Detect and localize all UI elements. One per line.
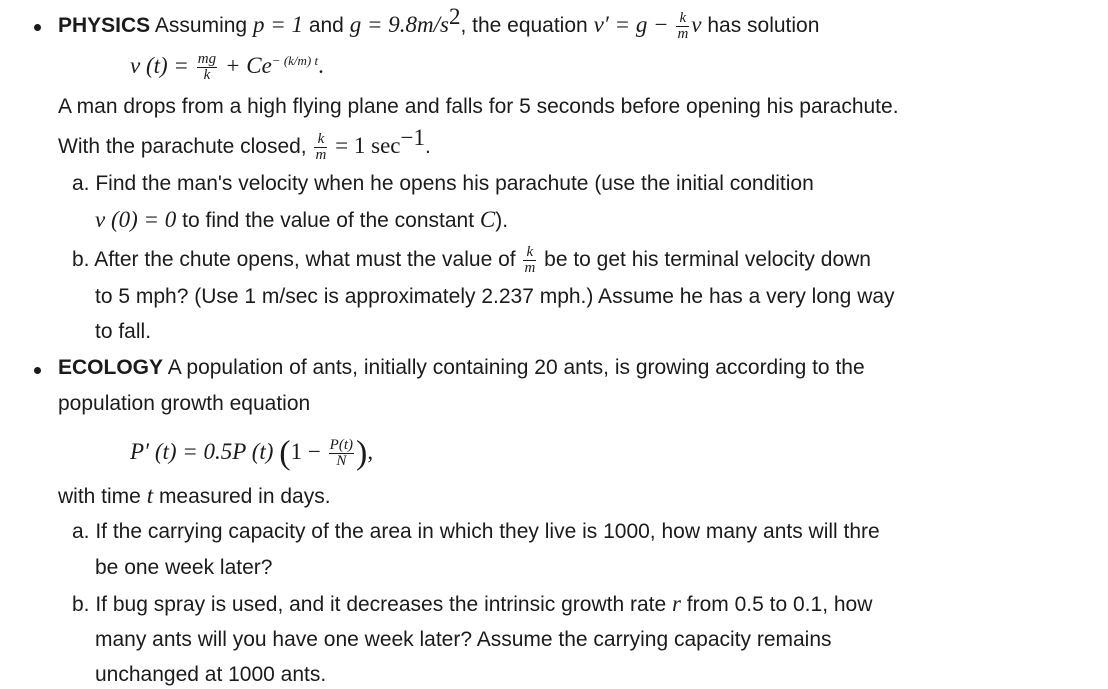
ecology-part-b-3: unchanged at 1000 ants. bbox=[95, 663, 327, 686]
math-p: p = 1 bbox=[252, 12, 303, 38]
text: , bbox=[367, 439, 374, 465]
fraction-k-over-m bbox=[523, 245, 536, 276]
fraction-k-over-m bbox=[676, 11, 689, 42]
ecology-line-1 bbox=[58, 354, 865, 382]
physics-part-b-3: to fall. bbox=[95, 320, 152, 343]
text: has solution bbox=[707, 14, 820, 38]
frac-num: mg bbox=[197, 51, 217, 67]
physics-line-1 bbox=[58, 4, 820, 42]
ecology-part-a-2: be one week later? bbox=[95, 556, 273, 579]
math-exponent: − (k/m) t bbox=[271, 53, 319, 69]
physics-solution bbox=[130, 52, 324, 83]
ecology-heading: ECOLOGY bbox=[58, 356, 164, 379]
frac-num: k bbox=[523, 245, 536, 261]
exp: −1 bbox=[400, 125, 425, 151]
math-ce: + Ce bbox=[224, 53, 272, 79]
text: . bbox=[318, 53, 324, 79]
ecology-line-2: population growth equation bbox=[58, 392, 311, 415]
text: b. After the chute opens, what must the value of bbox=[72, 248, 516, 272]
text: , the equation bbox=[460, 14, 588, 38]
math-eq: v′ = g − bbox=[593, 12, 669, 38]
text: and bbox=[308, 14, 344, 38]
frac-num: k bbox=[314, 132, 327, 148]
text: With the parachute closed, bbox=[58, 135, 307, 159]
math-g: g = 9.8m/s bbox=[349, 12, 449, 38]
frac-den: m bbox=[315, 147, 327, 163]
math-c: C bbox=[479, 207, 496, 232]
text: . bbox=[425, 135, 431, 159]
bullet-ecology bbox=[34, 367, 41, 374]
fraction-p-over-n bbox=[329, 438, 354, 469]
math-sec: = 1 sec bbox=[335, 133, 401, 159]
text: measured in days. bbox=[158, 485, 331, 508]
frac-den: N bbox=[336, 453, 347, 469]
exp-2: 2 bbox=[448, 4, 461, 30]
text: ). bbox=[495, 209, 509, 232]
fraction-mg-over-k bbox=[197, 52, 217, 83]
physics-heading: PHYSICS bbox=[58, 14, 151, 38]
text: b. If bug spray is used, and it decreases the intrinsic growth rate bbox=[72, 593, 667, 616]
text: with time bbox=[58, 485, 141, 508]
paren-close: ) bbox=[355, 434, 368, 472]
ecology-part-b-1 bbox=[72, 590, 872, 619]
frac-den: m bbox=[524, 260, 536, 276]
math-v0: v (0) = 0 bbox=[95, 207, 177, 232]
text: be to get his terminal velocity down bbox=[544, 248, 871, 272]
text: Assuming bbox=[154, 14, 248, 38]
ecology-equation bbox=[130, 434, 374, 472]
physics-para-1: A man drops from a high flying plane and falls for 5 seconds before opening his parachute. bbox=[58, 95, 899, 118]
frac-num: k bbox=[676, 11, 689, 27]
text: A population of ants, initially containing 20 ants, is growing according to the bbox=[167, 356, 865, 379]
paren-open: ( bbox=[279, 434, 291, 472]
bullet-physics bbox=[34, 24, 41, 31]
physics-para-2 bbox=[58, 125, 431, 163]
text: to find the value of the constant bbox=[182, 209, 475, 232]
physics-part-a-1: a. Find the man's velocity when he opens his parachute (use the initial condition bbox=[72, 172, 814, 195]
physics-part-b-1 bbox=[72, 245, 871, 276]
frac-den: m bbox=[677, 26, 689, 42]
text: from 0.5 to 0.1, how bbox=[686, 593, 873, 616]
ecology-part-b-2: many ants will you have one week later? Assume the carrying capacity remains bbox=[95, 628, 832, 651]
math-one-minus: 1 − bbox=[290, 439, 321, 465]
physics-part-b-2: to 5 mph? (Use 1 m/sec is approximately 2.237 mph.) Assume he has a very long way bbox=[95, 285, 895, 308]
math-v: v bbox=[691, 12, 702, 38]
physics-part-a-2 bbox=[95, 206, 508, 235]
math-v-t: v (t) = bbox=[130, 53, 189, 79]
math-t: t bbox=[146, 483, 154, 508]
ecology-time bbox=[58, 482, 331, 511]
frac-den: k bbox=[203, 67, 211, 83]
frac-num: P(t) bbox=[329, 437, 353, 453]
math-r: r bbox=[672, 591, 681, 616]
fraction-k-over-m bbox=[314, 132, 327, 163]
math-lhs: P′ (t) = 0.5P (t) bbox=[130, 439, 274, 465]
ecology-part-a-1: a. If the carrying capacity of the area in which they live is 1000, how many ants will thre bbox=[72, 520, 880, 543]
